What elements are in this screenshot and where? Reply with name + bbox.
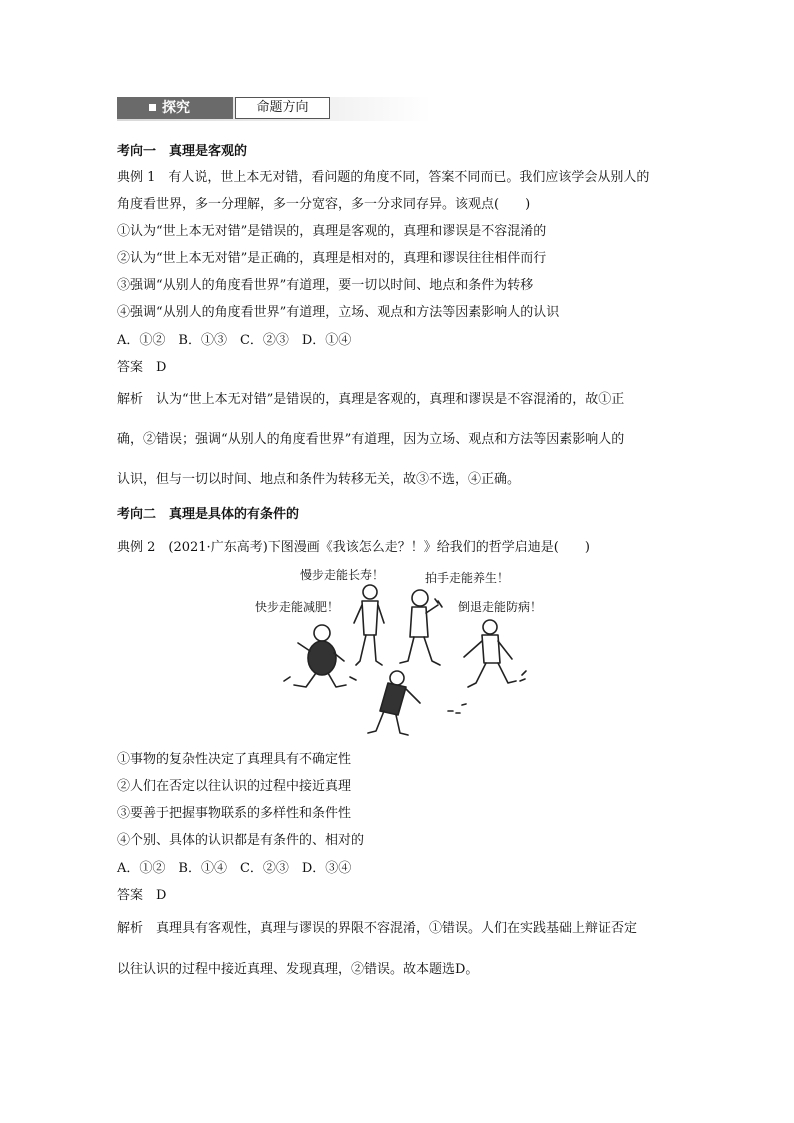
example1-analysis-line1: 解析 认为“世上本无对错”是错误的，真理是客观的，真理和谬误是不容混淆的，故①正	[117, 392, 625, 407]
example1-analysis-line2: 确，②错误；强调“从别人的角度看世界”有道理，因为立场、观点和方法等因素影响人的	[117, 432, 625, 447]
cartoon-bubble-slow: 慢步走能长寿！	[300, 568, 385, 582]
example2-line1: 典例 2 (2021·广东高考)下图漫画《我该怎么走？！》给我们的哲学启迪是( )	[117, 540, 590, 555]
example1-line2: 角度看世界，多一分理解，多一分宽容，多一分求同存异。该观点( )	[117, 197, 531, 212]
explore-tag	[117, 97, 233, 119]
cartoon-bubble-backward: 倒退走能防病！	[458, 600, 543, 614]
example2-option-1: ①事物的复杂性决定了真理具有不确定性	[117, 752, 352, 767]
example1-line1: 典例 1 有人说，世上本无对错，看问题的角度不同，答案不同而已。我们应该学会从别人的	[117, 170, 650, 185]
example1-analysis-line3: 认识，但与一切以时间、地点和条件为转移无关，故③不选，④正确。	[117, 472, 521, 487]
example2-option-2: ②人们在否定以往认识的过程中接近真理	[117, 779, 352, 794]
section1-heading: 考向一 真理是客观的	[117, 144, 248, 159]
example1-answer: 答案 D	[117, 360, 167, 375]
example1-choices: A．①② B．①③ C．②③ D．①④	[117, 333, 352, 348]
cartoon-bubble-fast: 快步走能减肥！	[255, 600, 340, 614]
explore-label: 探究	[162, 100, 190, 116]
example2-analysis-line1: 解析 真理具有客观性，真理与谬误的界限不容混淆，①错误。人们在实践基础上辩证否定	[117, 921, 638, 936]
example1-option-4: ④强调“从别人的角度看世界”有道理，立场、观点和方法等因素影响人的认识	[117, 305, 560, 320]
square-bullet-icon	[149, 104, 156, 111]
example1-option-1: ①认为“世上本无对错”是错误的，真理是客观的，真理和谬误是不容混淆的	[117, 224, 547, 239]
example2-choices: A．①② B．①④ C．②③ D．③④	[117, 861, 352, 876]
example1-option-3: ③强调“从别人的角度看世界”有道理，要一切以时间、地点和条件为转移	[117, 278, 534, 293]
section2-heading: 考向二 真理是具体的有条件的	[117, 507, 300, 522]
example2-answer: 答案 D	[117, 888, 167, 903]
cartoon-bubble-clap: 拍手走能养生！	[425, 571, 510, 585]
example2-option-4: ④个别、具体的认识都是有条件的、相对的	[117, 833, 365, 848]
example1-option-2: ②认为“世上本无对错”是正确的，真理是相对的，真理和谬误往往相伴而行	[117, 251, 547, 266]
example2-option-3: ③要善于把握事物联系的多样性和条件性	[117, 806, 352, 821]
example2-analysis-line2: 以往认识的过程中接近真理、发现真理，②错误。故本题选D。	[117, 962, 479, 977]
cartoon-illustration	[250, 565, 550, 740]
topic-direction-tag: 命题方向	[235, 97, 330, 119]
